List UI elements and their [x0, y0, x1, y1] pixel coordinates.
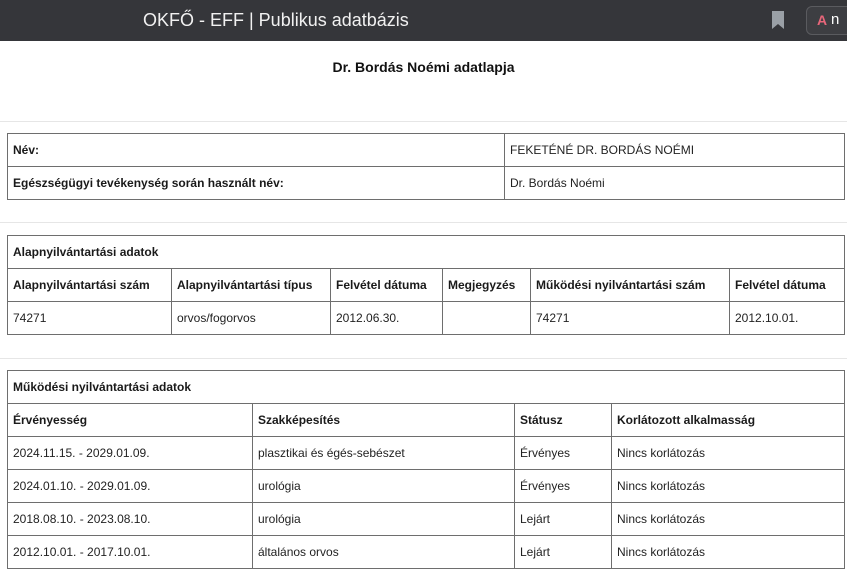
- browser-title-bar: [0, 0, 847, 41]
- column-header: Felvétel dátuma: [730, 269, 845, 302]
- table-cell: plasztikai és égés-sebészet: [253, 437, 515, 470]
- table-cell: Lejárt: [515, 536, 612, 569]
- table-cell: urológia: [253, 503, 515, 536]
- column-header: Alapnyilvántartási típus: [172, 269, 331, 302]
- page-title: Dr. Bordás Noémi adatlapja: [332, 59, 515, 75]
- name-table: [7, 133, 845, 200]
- table-cell: 74271: [531, 302, 730, 335]
- table-row: [8, 503, 845, 536]
- table-cell: 2024.11.15. - 2029.01.09.: [8, 437, 253, 470]
- base-registry-caption: Alapnyilvántartási adatok: [8, 236, 845, 269]
- window-title: OKFŐ - EFF | Publikus adatbázis: [143, 10, 409, 30]
- table-cell: 74271: [8, 302, 172, 335]
- column-header: Működési nyilvántartási szám: [531, 269, 730, 302]
- used-name-label: Egészségügyi tevékenység során használt név:: [8, 167, 505, 200]
- divider: [0, 222, 847, 223]
- translate-icon: A: [817, 12, 828, 28]
- table-cell: általános orvos: [253, 536, 515, 569]
- column-header: Szakképesítés: [253, 404, 515, 437]
- column-header: Érvényesség: [8, 404, 253, 437]
- name-value: FEKETÉNÉ DR. BORDÁS NOÉMI: [505, 134, 845, 167]
- table-cell: 2012.10.01. - 2017.10.01.: [8, 536, 253, 569]
- name-label: Név:: [8, 134, 505, 167]
- table-row: [8, 134, 845, 167]
- table-row: [8, 536, 845, 569]
- table-row: [8, 437, 845, 470]
- column-header: Alapnyilvántartási szám: [8, 269, 172, 302]
- bookmark-icon[interactable]: [770, 10, 786, 30]
- used-name-value: Dr. Bordás Noémi: [505, 167, 845, 200]
- table-cell: urológia: [253, 470, 515, 503]
- table-cell: Érvényes: [515, 470, 612, 503]
- column-header: Felvétel dátuma: [331, 269, 443, 302]
- table-cell: Nincs korlátozás: [612, 437, 845, 470]
- operating-registry-caption: Működési nyilvántartási adatok: [8, 371, 845, 404]
- table-cell: Nincs korlátozás: [612, 536, 845, 569]
- table-cell: 2018.08.10. - 2023.08.10.: [8, 503, 253, 536]
- column-header: Megjegyzés: [443, 269, 531, 302]
- table-cell: [443, 302, 531, 335]
- table-caption-row: [8, 371, 845, 404]
- table-row: [8, 470, 845, 503]
- table-caption-row: [8, 236, 845, 269]
- table-cell: Nincs korlátozás: [612, 470, 845, 503]
- table-cell: Érvényes: [515, 437, 612, 470]
- table-cell: orvos/fogorvos: [172, 302, 331, 335]
- table-cell: Lejárt: [515, 503, 612, 536]
- table-row: [8, 167, 845, 200]
- column-header: Korlátozott alkalmasság: [612, 404, 845, 437]
- table-cell: Nincs korlátozás: [612, 503, 845, 536]
- table-row: [8, 302, 845, 335]
- divider: [0, 121, 847, 122]
- divider: [0, 358, 847, 359]
- translate-extension-button[interactable]: [806, 6, 847, 35]
- operating-registry-table: [7, 370, 845, 569]
- table-header-row: [8, 269, 845, 302]
- extension-label: n: [831, 11, 840, 28]
- table-cell: 2012.10.01.: [730, 302, 845, 335]
- table-cell: 2012.06.30.: [331, 302, 443, 335]
- table-cell: 2024.01.10. - 2029.01.09.: [8, 470, 253, 503]
- table-header-row: [8, 404, 845, 437]
- base-registry-table: [7, 235, 845, 335]
- column-header: Státusz: [515, 404, 612, 437]
